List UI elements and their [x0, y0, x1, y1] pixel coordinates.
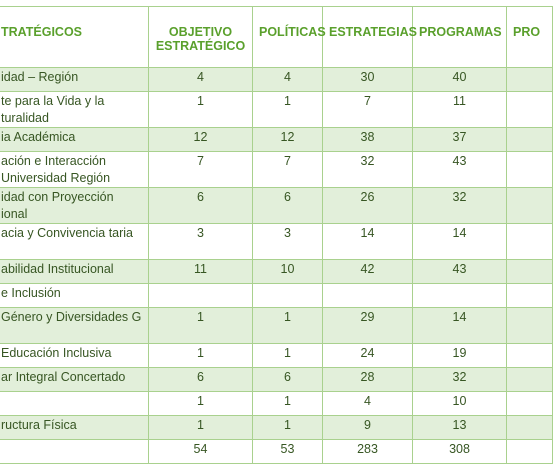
- row-value: [507, 260, 553, 284]
- row-label: acia y Convivencia taria: [0, 224, 149, 260]
- row-value: 3: [253, 224, 323, 260]
- row-value: 54: [149, 440, 253, 464]
- row-value: [507, 392, 553, 416]
- row-value: 28: [323, 368, 413, 392]
- row-value: [507, 68, 553, 92]
- strategic-plan-table: [0, 6, 553, 464]
- row-value: 13: [413, 416, 507, 440]
- row-value: 308: [413, 440, 507, 464]
- row-label: ia Académica: [0, 128, 149, 152]
- row-label: e Inclusión: [0, 284, 149, 308]
- row-value: 14: [323, 224, 413, 260]
- row-value: 1: [149, 92, 253, 128]
- row-value: 11: [149, 260, 253, 284]
- row-label: idad – Región: [0, 68, 149, 92]
- row-value: 4: [149, 68, 253, 92]
- row-value: [507, 344, 553, 368]
- header-objetivo: OBJETIVO ESTRATÉGICO: [149, 7, 253, 68]
- row-label: ructura Física: [0, 416, 149, 440]
- row-value: 6: [149, 188, 253, 224]
- row-value: 1: [253, 308, 323, 344]
- row-value: [507, 440, 553, 464]
- table-row: [0, 416, 553, 440]
- table-row: [0, 368, 553, 392]
- row-label: abilidad Institucional: [0, 260, 149, 284]
- table-wrapper: [0, 6, 553, 464]
- table-row: [0, 344, 553, 368]
- row-value: 7: [149, 152, 253, 188]
- row-value: 43: [413, 260, 507, 284]
- row-value: 1: [253, 416, 323, 440]
- row-value: [507, 416, 553, 440]
- row-value: 19: [413, 344, 507, 368]
- row-value: 6: [253, 368, 323, 392]
- row-value: 9: [323, 416, 413, 440]
- row-value: 6: [253, 188, 323, 224]
- table-row: [0, 284, 553, 308]
- row-label: Educación Inclusiva: [0, 344, 149, 368]
- row-value: 1: [149, 308, 253, 344]
- row-value: 4: [253, 68, 323, 92]
- row-value: [323, 284, 413, 308]
- row-value: [413, 284, 507, 308]
- row-value: 24: [323, 344, 413, 368]
- row-value: 1: [253, 344, 323, 368]
- row-label: ación e Interacción Universidad Región: [0, 152, 149, 188]
- row-value: 7: [323, 92, 413, 128]
- row-value: [507, 284, 553, 308]
- row-value: 12: [149, 128, 253, 152]
- row-value: [507, 152, 553, 188]
- row-value: 1: [253, 392, 323, 416]
- row-value: 43: [413, 152, 507, 188]
- row-label: Género y Diversidades G: [0, 308, 149, 344]
- table-row: [0, 392, 553, 416]
- row-value: 6: [149, 368, 253, 392]
- row-value: 37: [413, 128, 507, 152]
- row-value: 7: [253, 152, 323, 188]
- header-politicas: POLÍTICAS: [253, 7, 323, 68]
- row-value: 1: [253, 92, 323, 128]
- row-value: 40: [413, 68, 507, 92]
- row-value: 42: [323, 260, 413, 284]
- row-value: 14: [413, 308, 507, 344]
- header-estrategias: ESTRATEGIAS: [323, 7, 413, 68]
- row-value: 32: [323, 152, 413, 188]
- header-programas: PROGRAMAS: [413, 7, 507, 68]
- row-value: 12: [253, 128, 323, 152]
- table-row: [0, 308, 553, 344]
- row-label: te para la Vida y la turalidad: [0, 92, 149, 128]
- row-value: 4: [323, 392, 413, 416]
- row-value: 38: [323, 128, 413, 152]
- row-value: 283: [323, 440, 413, 464]
- table-row: [0, 128, 553, 152]
- row-value: 11: [413, 92, 507, 128]
- header-proyectos: PRO: [507, 7, 553, 68]
- row-value: [253, 284, 323, 308]
- row-value: [507, 308, 553, 344]
- row-value: 10: [253, 260, 323, 284]
- header-ejes: TRATÉGICOS: [0, 7, 149, 68]
- row-value: 53: [253, 440, 323, 464]
- row-label: ar Integral Concertado: [0, 368, 149, 392]
- row-label: [0, 392, 149, 416]
- table-row: [0, 224, 553, 260]
- table-row: [0, 92, 553, 128]
- row-label: idad con Proyección ional: [0, 188, 149, 224]
- row-value: [507, 92, 553, 128]
- row-value: 26: [323, 188, 413, 224]
- row-value: 32: [413, 368, 507, 392]
- row-value: [507, 128, 553, 152]
- row-value: [507, 368, 553, 392]
- row-value: [149, 284, 253, 308]
- table-row: [0, 152, 553, 188]
- table-row: [0, 188, 553, 224]
- row-value: 1: [149, 344, 253, 368]
- row-value: 29: [323, 308, 413, 344]
- row-value: 30: [323, 68, 413, 92]
- row-value: 3: [149, 224, 253, 260]
- table-row: [0, 68, 553, 92]
- header-row: [0, 7, 553, 68]
- table-row: [0, 260, 553, 284]
- row-value: [507, 224, 553, 260]
- row-value: 1: [149, 416, 253, 440]
- row-value: 14: [413, 224, 507, 260]
- row-label: [0, 440, 149, 464]
- row-value: [507, 188, 553, 224]
- row-value: 10: [413, 392, 507, 416]
- row-value: 1: [149, 392, 253, 416]
- row-value: 32: [413, 188, 507, 224]
- table-row: [0, 440, 553, 464]
